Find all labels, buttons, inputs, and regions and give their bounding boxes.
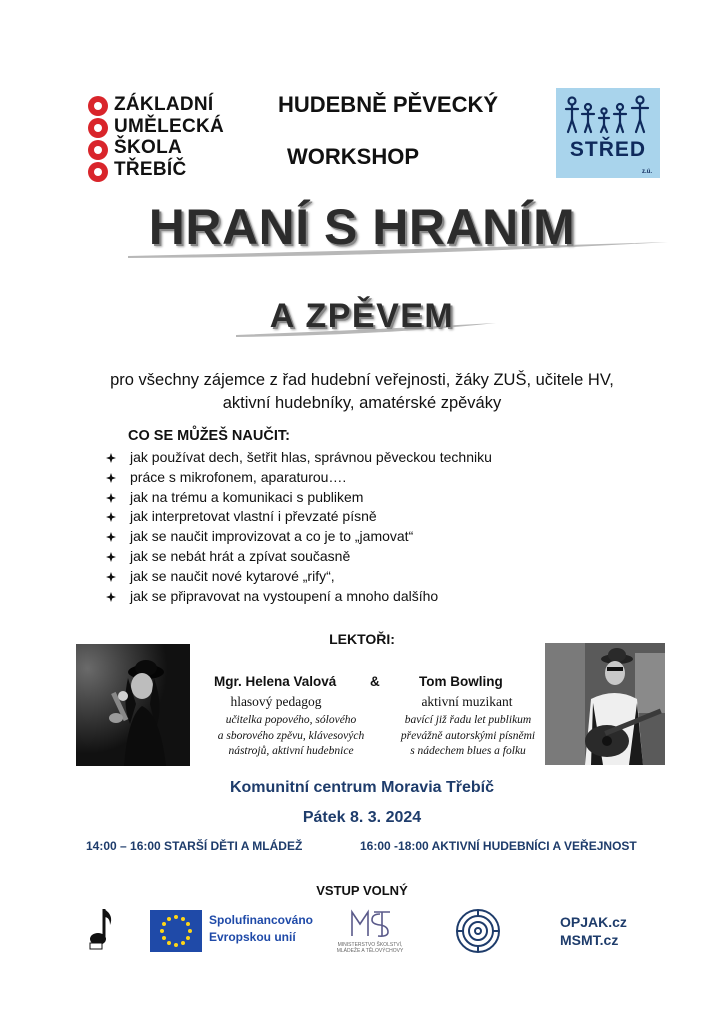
list-item-text: jak na trému a komunikaci s publikem xyxy=(130,488,364,505)
eu-text-line: Spolufinancováno xyxy=(209,913,314,927)
list-item xyxy=(106,507,626,527)
singer-photo-icon xyxy=(76,644,190,766)
learn-list xyxy=(106,448,626,606)
entry-free: VSTUP VOLNÝ xyxy=(316,883,408,898)
msmt-monogram-icon xyxy=(330,906,410,942)
list-item xyxy=(106,547,626,567)
workshop-heading-line2: WORKSHOP xyxy=(287,144,419,169)
family-figures-icon xyxy=(564,94,652,138)
music-note-logo-icon xyxy=(88,907,116,951)
diamond-bullet-icon xyxy=(106,552,116,562)
zus-logo-text xyxy=(114,94,224,180)
list-item xyxy=(106,527,626,547)
lecturer-1-name: Mgr. Helena Valová xyxy=(214,674,337,689)
lecturer-2-role: aktivní muzikant xyxy=(421,694,513,709)
photo-helena-valova xyxy=(76,644,190,766)
diamond-bullet-icon xyxy=(106,572,116,582)
zus-logo-line: UMĚLECKÁ xyxy=(114,115,225,137)
list-item-text: jak se naučit improvizovat a co je to „jamovat“ xyxy=(130,528,414,545)
diamond-bullet-icon xyxy=(106,453,116,463)
workshop-heading-line1: HUDEBNĚ PĚVECKÝ xyxy=(277,92,499,117)
footer-web-links xyxy=(560,913,627,949)
list-item-text: jak se připravovat na vystoupení a mnoho dalšího xyxy=(130,587,439,604)
lecturer-1-desc-line: nástrojů, aktivní hudebnice xyxy=(228,745,354,757)
zus-logo-mark xyxy=(88,96,110,184)
venue: Komunitní centrum Moravia Třebíč xyxy=(229,779,495,796)
diamond-bullet-icon xyxy=(106,493,116,503)
photo-tom-bowling xyxy=(545,643,665,765)
lecturer-1-desc-line: učitelka popového, sólového xyxy=(225,714,357,726)
eu-flag-icon xyxy=(150,910,202,952)
event-date: Pátek 8. 3. 2024 xyxy=(302,809,422,826)
list-item xyxy=(106,567,626,587)
circular-emblem-icon xyxy=(455,908,501,954)
diamond-bullet-icon xyxy=(106,512,116,522)
lecturers-heading: LEKTOŘI: xyxy=(329,631,395,647)
list-item xyxy=(106,468,626,488)
msmt-text xyxy=(330,942,410,954)
list-item xyxy=(106,488,626,508)
stred-logo xyxy=(556,88,660,178)
msmt-link[interactable]: MSMT.cz xyxy=(560,932,619,948)
lecturer-2-desc-line: s nádechem blues a folku xyxy=(410,745,526,757)
zus-dot-icon xyxy=(88,162,108,182)
lecturer-2-desc-line: bavící již řadu let publikum xyxy=(404,714,532,726)
intro-line: aktivní hudebníky, amatérské zpěváky xyxy=(222,394,502,412)
zus-logo-line: ZÁKLADNÍ xyxy=(114,94,214,115)
sub-title: A ZPĚVEM xyxy=(269,297,455,335)
lecturer-1-role: hlasový pedagog xyxy=(230,694,322,709)
opjak-link[interactable]: OPJAK.cz xyxy=(560,914,627,930)
stred-logo-text: STŘED xyxy=(569,138,647,161)
list-item-text: práce s mikrofonem, aparaturou…. xyxy=(130,468,347,485)
lecturer-1-desc-line: a sborového zpěvu, klávesových xyxy=(217,729,365,742)
intro-line: pro všechny zájemce z řad hudební veřejnosti, žáky ZUŠ, učitele HV, xyxy=(110,371,614,389)
lecturer-1-description xyxy=(196,713,386,760)
diamond-bullet-icon xyxy=(106,532,116,542)
eu-cofinanced-text xyxy=(209,912,313,946)
zus-dot-icon xyxy=(88,118,108,138)
list-item xyxy=(106,587,626,607)
diamond-bullet-icon xyxy=(106,473,116,483)
msmt-text-line: MINISTERSTVO ŠKOLSTVÍ, xyxy=(337,942,403,948)
zus-dot-icon xyxy=(88,140,108,160)
learn-heading: CO SE MŮŽEŠ NAUČIT: xyxy=(128,428,290,444)
lecturer-2-description xyxy=(388,713,548,760)
zus-logo-line: ŠKOLA xyxy=(114,137,182,158)
lecturer-2-desc-line: převážně autorskými písněmi xyxy=(400,729,536,742)
zus-dot-icon xyxy=(88,96,108,116)
list-item-text: jak se nebát hrát a zpívat současně xyxy=(130,547,351,564)
list-item-text: jak interpretovat vlastní i převzaté písně xyxy=(130,508,377,525)
guitarist-photo-icon xyxy=(545,643,665,765)
zus-logo-line: TŘEBÍČ xyxy=(114,158,187,180)
ampersand: & xyxy=(370,674,380,689)
list-item-text: jak používat dech, šetřit hlas, správnou pěveckou techniku xyxy=(130,449,492,465)
msmt-logo xyxy=(330,906,410,956)
list-item-text: jak se naučit nové kytarové „rify“, xyxy=(130,567,335,584)
stred-logo-suffix: z.ú. xyxy=(642,169,652,175)
msmt-text-line: MLÁDEŽE A TĚLOVÝCHOVY xyxy=(336,948,404,954)
main-title: HRANÍ S HRANÍM xyxy=(148,199,576,255)
list-item xyxy=(106,448,626,468)
time-slot-young: 14:00 – 16:00 STARŠÍ DĚTI A MLÁDEŽ xyxy=(86,839,303,853)
diamond-bullet-icon xyxy=(106,592,116,602)
time-slot-adults: 16:00 -18:00 AKTIVNÍ HUDEBNÍCI A VEŘEJNOST xyxy=(360,839,637,853)
intro-text xyxy=(60,369,664,415)
eu-text-line: Evropskou unií xyxy=(209,930,296,944)
lecturer-2-name: Tom Bowling xyxy=(419,674,503,689)
zus-trebic-logo xyxy=(88,92,238,182)
